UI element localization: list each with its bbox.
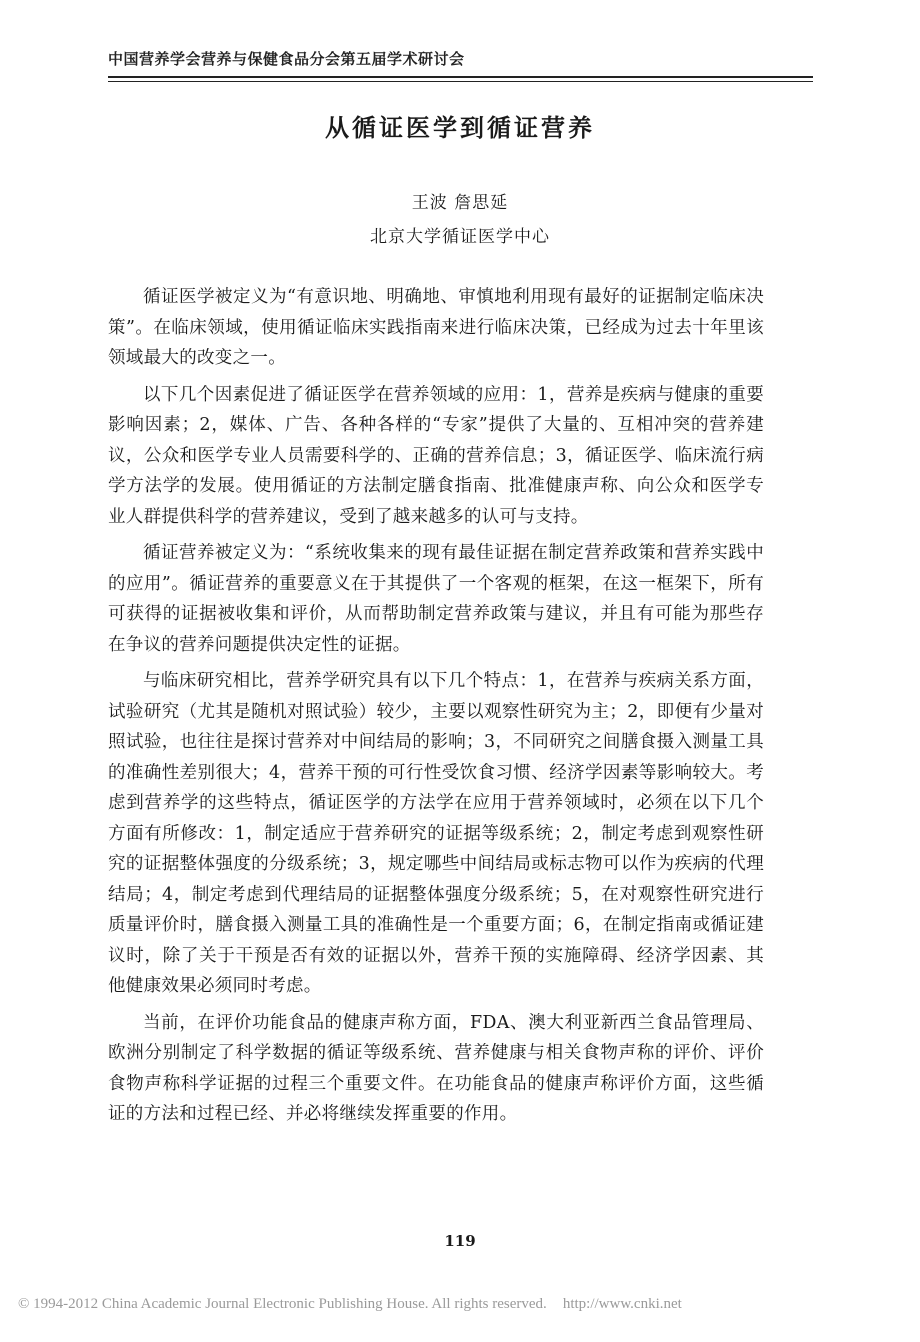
paragraph-1: 循证医学被定义为“有意识地、明确地、审慎地利用现有最好的证据制定临床决策”。在临床领域，使用循证临床实践指南来进行临床决策，已经成为过去十年里该领域最大的改变之一。	[108, 287, 764, 368]
paragraph-2: 以下几个因素促进了循证医学在营养领域的应用：1，营养是疾病与健康的重要影响因素；2，媒体、广告、各种各样的“专家”提供了大量的、互相冲突的营养建议，公众和医学专业人员需要科学的、正确的营养信息；3，循证医学、临床流行病学方法学的发展。使用循证的方法制定膳食指南、批准健康声称、向公众和医学专业人群提供科学的营养建议，受到了越来越多的认可与支持。	[108, 384, 764, 527]
article-title: 从循证医学到循证营养	[325, 114, 595, 142]
paragraph-3: 循证营养被定义为：“系统收集来的现有最佳证据在制定营养政策和营养实践中的应用”。循证营养的重要意义在于其提供了一个客观的框架，在这一框架下，所有可获得的证据被收集和评价，从而帮助制定营养政策与建议，并且有可能为那些存在争议的营养问题提供决定性的证据。	[108, 543, 764, 655]
article-authors: 王波 詹思延	[411, 193, 509, 213]
paragraph-5: 当前，在评价功能食品的健康声称方面，FDA、澳大利亚新西兰食品管理局、欧洲分别制定了科学数据的循证等级系统、营养健康与相关食物声称的评价、评价食物声称科学证据的过程三个重要文件。在功能食品的健康声称评价方面，这些循证的方法和过程已经、并必将继续发挥重要的作用。	[108, 1012, 764, 1124]
running-header: 中国营养学会营养与保健食品分会第五届学术研讨会	[108, 50, 465, 68]
article-affiliation: 北京大学循证医学中心	[370, 227, 550, 247]
footer-watermark	[18, 1296, 908, 1313]
footer-url[interactable]: http://www.cnki.net	[562, 1296, 682, 1312]
page-number: 119	[444, 1232, 476, 1250]
footer-copyright: © 1994-2012 China Academic Journal Electronic Publishing House. All rights reserved.	[18, 1296, 547, 1312]
header-rule-thick	[108, 76, 813, 78]
article-body	[108, 282, 764, 1136]
header-rule-thin	[108, 81, 813, 82]
paragraph-4: 与临床研究相比，营养学研究具有以下几个特点：1，在营养与疾病关系方面，试验研究（尤其是随机对照试验）较少，主要以观察性研究为主；2，即便有少量对照试验，也往往是探讨营养对中间结局的影响；3，不同研究之间膳食摄入测量工具的准确性差别很大；4，营养干预的可行性受饮食习惯、经济学因素等影响较大。考虑到营养学的这些特点，循证医学的方法学在应用于营养领域时，必须在以下几个方面有所修改：1，制定适应于营养研究的证据等级系统；2，制定考虑到观察性研究的证据整体强度的分级系统；3，规定哪些中间结局或标志物可以作为疾病的代理结局；4，制定考虑到代理结局的证据整体强度分级系统；5，在对观察性研究进行质量评价时，膳食摄入测量工具的准确性是一个重要方面；6，在制定指南或循证建议时，除了关于干预是否有效的证据以外，营养干预的实施障碍、经济学因素、其他健康效果必须同时考虑。	[108, 671, 764, 996]
